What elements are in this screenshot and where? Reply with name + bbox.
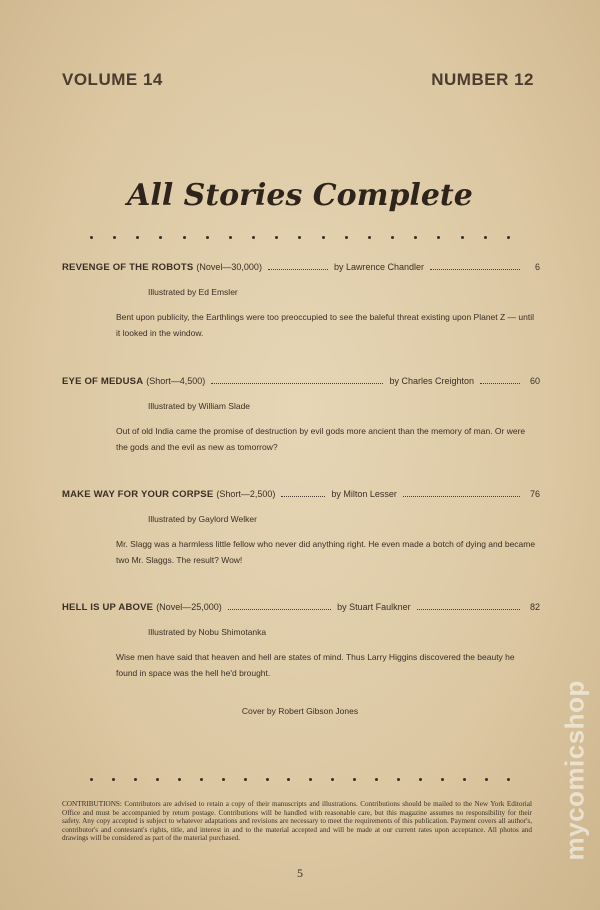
story-heading-line — [62, 602, 540, 613]
dot-leader — [228, 609, 331, 610]
story-illustrator: Illustrated by Nobu Shimotanka — [148, 627, 267, 637]
story-title[interactable]: MAKE WAY FOR YOUR CORPSE — [62, 489, 214, 500]
watermark-logo: mycomicshop — [559, 680, 590, 861]
story-blurb: Bent upon publicity, the Earthlings were too preoccupied to see the baleful threat existing upon Planet Z — until it looked in the window. — [116, 312, 535, 338]
dot-leader — [268, 269, 328, 270]
story-illustrator: Illustrated by Ed Emsler — [148, 287, 238, 297]
story-author: by Stuart Faulkner — [337, 602, 411, 612]
story-title[interactable]: REVENGE OF THE ROBOTS — [62, 262, 194, 273]
cover-credit: Cover by Robert Gibson Jones — [241, 706, 359, 716]
issue-number-label: NUMBER 12 — [431, 70, 534, 89]
story-entry — [62, 602, 540, 681]
story-category: (Novel—25,000) — [156, 602, 222, 612]
story-blurb: Out of old India came the promise of destruction by evil gods more ancient than the memory of man. Or were the gods and the evil as new as tomorrow? — [116, 426, 526, 452]
bottom-dot-divider — [90, 778, 510, 788]
story-entry — [62, 376, 540, 455]
story-page: 76 — [529, 489, 540, 499]
story-category: (Short—4,500) — [146, 376, 206, 386]
story-page: 60 — [529, 376, 540, 386]
story-entry — [62, 489, 540, 568]
story-blurb: Wise men have said that heaven and hell are states of mind. Thus Larry Higgins discovered the beauty he found in space was the hell he'd brought. — [116, 652, 515, 678]
dot-leader — [417, 609, 520, 610]
contributions-notice: CONTRIBUTIONS: Contributors are advised to retain a copy of their manuscripts and illustrations. Contributions should be mailed to the New York Editorial Office and must be accompanied by return postage. Contributions will be handled with reasonable care, but this magazine assumes no responsibility for their safety. Any copy accepted is subject to whatever adaptations and revisions are necessary to meet the requirements of this publication. Payment covers all author's, contributor's and contestant's rights, title, and interest in and to the material accepted and will be made at our current rates upon acceptance. All photos and drawings will be considered as part of the material purchased. — [62, 800, 532, 843]
story-category: (Short—2,500) — [216, 489, 276, 499]
story-title[interactable]: HELL IS UP ABOVE — [62, 602, 154, 613]
story-author: by Charles Creighton — [389, 376, 474, 386]
story-entry — [62, 262, 540, 341]
volume-label: VOLUME 14 — [62, 70, 163, 89]
dot-leader — [480, 383, 520, 384]
story-heading-line — [62, 376, 540, 387]
dot-leader — [281, 496, 325, 497]
story-author: by Milton Lesser — [331, 489, 397, 499]
story-blurb: Mr. Slagg was a harmless little fellow who never did anything right. He even made a botch of dying and became two Mr. Slaggs. The result? Wow! — [116, 539, 536, 565]
page-number: 5 — [297, 866, 303, 880]
story-illustrator: Illustrated by Gaylord Welker — [148, 514, 257, 524]
contents-banner: All Stories Complete — [127, 178, 473, 213]
dot-leader — [430, 269, 520, 270]
story-heading-line — [62, 262, 540, 273]
story-page: 6 — [534, 262, 540, 272]
story-illustrator: Illustrated by William Slade — [148, 401, 251, 411]
story-author: by Lawrence Chandler — [333, 262, 424, 272]
dot-leader — [403, 496, 520, 497]
top-dot-divider — [90, 236, 510, 246]
dot-leader — [211, 383, 383, 384]
story-title[interactable]: EYE OF MEDUSA — [62, 376, 144, 387]
story-page: 82 — [530, 602, 541, 612]
story-category: (Novel—30,000) — [196, 262, 262, 272]
story-heading-line — [62, 489, 540, 500]
